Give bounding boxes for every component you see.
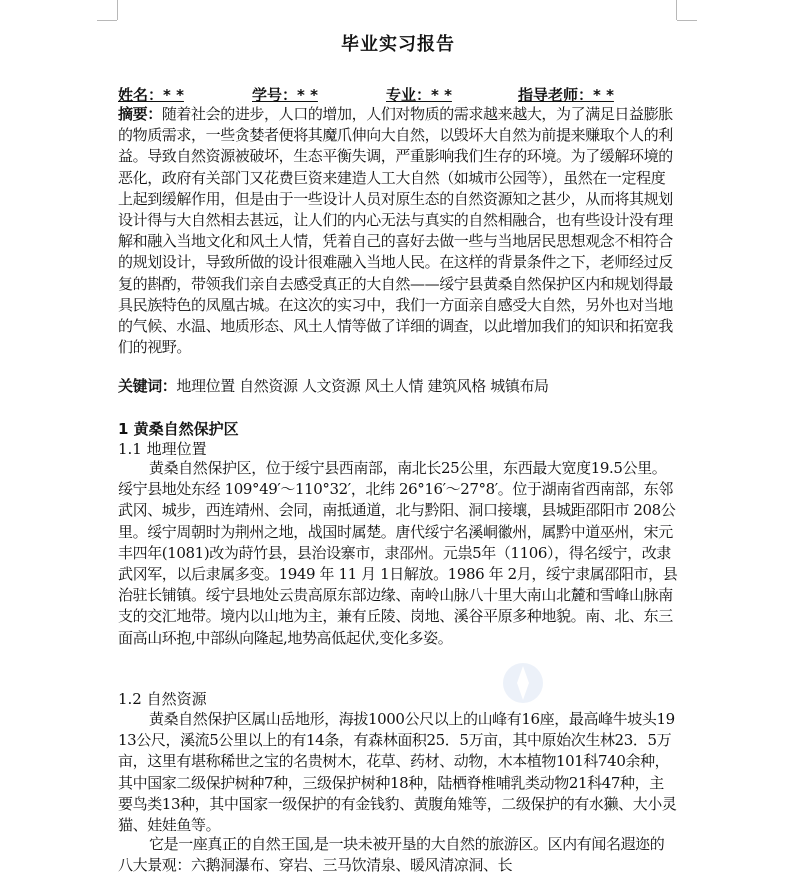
watermark-logo-icon xyxy=(500,660,546,706)
abstract-paragraph xyxy=(118,104,678,358)
abstract-text: 随着社会的进步，人口的增加，人们对物质的需求越来越大，为了满足日益膨胀的物质需求，一些贪婪者便将其魔爪伸向大自然，以毁坏大自然为前提来赚取个人的利益。导致自然资源被破坏，生态平衡失调，严重影响我们生存的环境。为了缓解环境的恶化，政府有关部门又花费巨资来建造人工大自然（如城市公园等），虽然在一定程度上起到缓解作用，但是由于一些设计人员对原生态的自然资源知之甚少，从而将其规划设计得与大自然相去甚远，让人们的内心无法与真实的自然相融合，也有些设计没有理解和融入当地文化和风土人情，凭着自己的喜好去做一些与当地居民思想观念不相符合的规划设计，导致所做的设计很难融入当地人民。在这样的背景条件之下，老师经过反复的斟酌，带领我们亲自去感受真正的大自然——绥宁县黄桑自然保护区内和规划得最具民族特色的凤凰古城。在这次的实习中，我们一方面亲自感受大自然，另外也对当地的气候、水温、地质形态、风土人情等做了详细的调查，以此增加我们的知识和拓宽我们的视野。 xyxy=(118,105,673,357)
crop-mark-top-left-vertical xyxy=(117,0,118,20)
advisor-field: 指导老师：* * xyxy=(518,86,614,104)
section-1-2-paragraph-2: 它是一座真正的自然王国,是一块未被开垦的大自然的旅游区。区内有闻名遐迩的八大景观：六鹅洞瀑布、穿岩、三马饮清泉、暖风清凉洞、长 xyxy=(118,835,665,875)
section-1-2-paragraph-1: 黄桑自然保护区属山岳地形，海拔1000公尺以上的山峰有16座，最高峰牛坡头1913公尺，溪流5公里以上的有14条，有森林面积25．5万亩，其中原始次生林23．5万亩，这里有堪称稀世之宝的名贵树木，花草、药材、动物，木本植物101科740余种，其中国家二级保护树种7种，三级保护树种18种，陆栖脊椎哺乳类动物21科47种，主要鸟类13种，其中国家一级保护的有金钱豹、黄腹角雉等，二级保护的有水獭、大小灵猫、娃娃鱼等。 xyxy=(118,710,677,835)
keywords-paragraph xyxy=(118,376,678,397)
student-name-field: 姓名：* * xyxy=(118,86,184,104)
section-1-2-heading: 1.2 自然资源 xyxy=(118,690,207,708)
student-id-field: 学号：* * xyxy=(252,86,318,104)
abstract-label: 摘要： xyxy=(118,105,162,123)
section-1-1-paragraph: 黄桑自然保护区，位于绥宁县西南部，南北长25公里，东西最大宽度19.5公里。绥宁县地处东经 109°49′～110°32′，北纬 26°16′～27°8′。位于湖南省西南部，东邻武冈、城步，西连靖州、会同，南抵通道，北与黔阳、洞口接壤，县城距邵阳市 208公里。绥宁周朝时为荆州之地，战国时属楚。唐代绥宁名溪峒徽州，属黔中道巫州，宋元丰四年(1081)改为莳竹县，县治设寨市，隶邵州。元祟5年（1106），得名绥宁，改隶武冈军，以后隶属多变。1949 年 11 月 1日解放。1986 年 2月，绥宁隶属邵阳市，县治驻长铺镇。绥宁县地处云贵高原东部边缘、南岭山脉八十里大南山北麓和雪峰山脉南支的交汇地带。境内以山地为主，兼有丘陵、岗地、溪谷平原多种地貌。南、北、东三面高山环抱,中部纵向隆起,地势高低起伏,变化多姿。 xyxy=(118,459,678,647)
major-field: 专业：* * xyxy=(386,86,452,104)
document-title: 毕业实习报告 xyxy=(341,34,455,55)
author-info-row xyxy=(118,84,678,104)
crop-mark-top-right-vertical xyxy=(676,0,677,20)
keywords-text: 地理位置 自然资源 人文资源 风土人情 建筑风格 城镇布局 xyxy=(176,377,549,395)
section-1-heading: 1 黄桑自然保护区 xyxy=(118,420,239,438)
crop-mark-top-right-horizontal xyxy=(677,20,697,21)
crop-mark-top-left-horizontal xyxy=(97,20,117,21)
keywords-label: 关键词： xyxy=(118,377,177,395)
section-1-1-heading: 1.1 地理位置 xyxy=(118,440,207,458)
